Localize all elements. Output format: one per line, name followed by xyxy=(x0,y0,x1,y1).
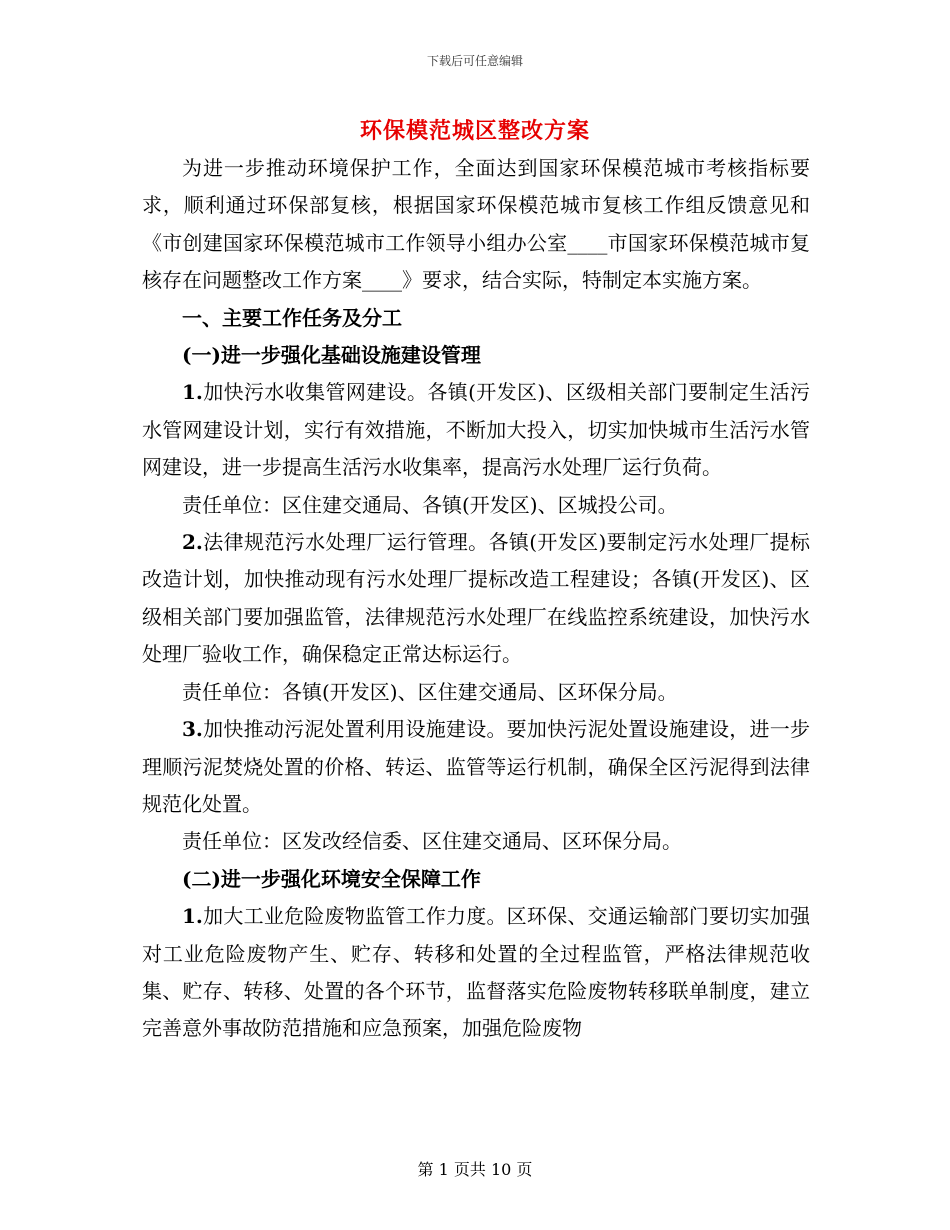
heading-text: (二)进一步强化环境安全保障工作 xyxy=(182,866,481,891)
paragraph-text: 法律规范污水处理厂运行管理。各镇(开发区)要制定污水处理厂提标改造计划，加快推动现有污水处理厂提标改造工程建设；各镇(开发区)、区级相关部门要加强监管，法律规范污水处理厂在线监控系统建设，加快污水处理厂验收工作，确保稳定正常达标运行。 xyxy=(142,530,810,667)
paragraph-text: 责任单位：各镇(开发区)、区住建交通局、区环保分局。 xyxy=(182,679,678,704)
intro-paragraph xyxy=(142,150,810,300)
item-paragraph xyxy=(142,898,810,1048)
responsibility-paragraph xyxy=(142,823,810,860)
item-paragraph xyxy=(142,711,810,823)
page-footer: 第 1 页共 10 页 xyxy=(417,1160,533,1179)
paragraph-text: 加大工业危险废物监管工作力度。区环保、交通运输部门要切实加强对工业危险废物产生、贮存、转移和处置的全过程监管，严格法律规范收集、贮存、转移、处置的各个环节，监督落实危险废物转移联单制度，建立完善意外事故防范措施和应急预案，加强危险废物 xyxy=(142,904,810,1041)
paragraph-text: 责任单位：区发改经信委、区住建交通局、区环保分局。 xyxy=(182,829,682,854)
item-number: 3. xyxy=(182,717,203,742)
item-number: 2. xyxy=(182,530,203,555)
responsibility-paragraph xyxy=(142,674,810,711)
responsibility-paragraph xyxy=(142,487,810,524)
paragraph-text: 加快污水收集管网建设。各镇(开发区)、区级相关部门要制定生活污水管网建设计划，实行有效措施，不断加大投入，切实加快城市生活污水管网建设，进一步提高生活污水收集率，提高污水处理厂运行负荷。 xyxy=(142,380,810,480)
subsection-heading xyxy=(142,337,810,374)
document-body xyxy=(142,150,810,1048)
paragraph-text: 责任单位：区住建交通局、各镇(开发区)、区城投公司。 xyxy=(182,492,678,517)
header-note: 下载后可任意编辑 xyxy=(426,54,523,68)
heading-text: 一、主要工作任务及分工 xyxy=(182,305,402,330)
subsection-heading xyxy=(142,861,810,898)
paragraph-text: 为进一步推动环境保护工作，全面达到国家环保模范城市考核指标要求，顺利通过环保部复核，根据国家环保模范城市复核工作组反馈意见和《市创建国家环保模范城市工作领导小组办公室____市国家环保模范城市复核存在问题整改工作方案____》要求，结合实际，特制定本实施方案。 xyxy=(142,156,810,293)
item-number: 1. xyxy=(182,904,203,929)
item-number: 1. xyxy=(182,380,203,405)
heading-text: (一)进一步强化基础设施建设管理 xyxy=(182,343,481,368)
document-title: 环保模范城区整改方案 xyxy=(359,118,590,144)
item-paragraph xyxy=(142,524,810,674)
paragraph-text: 加快推动污泥处置利用设施建设。要加快污泥处置设施建设，进一步理顺污泥焚烧处置的价格、转运、监管等运行机制，确保全区污泥得到法律规范化处置。 xyxy=(142,717,810,816)
section-heading xyxy=(142,300,810,337)
item-paragraph xyxy=(142,374,810,486)
